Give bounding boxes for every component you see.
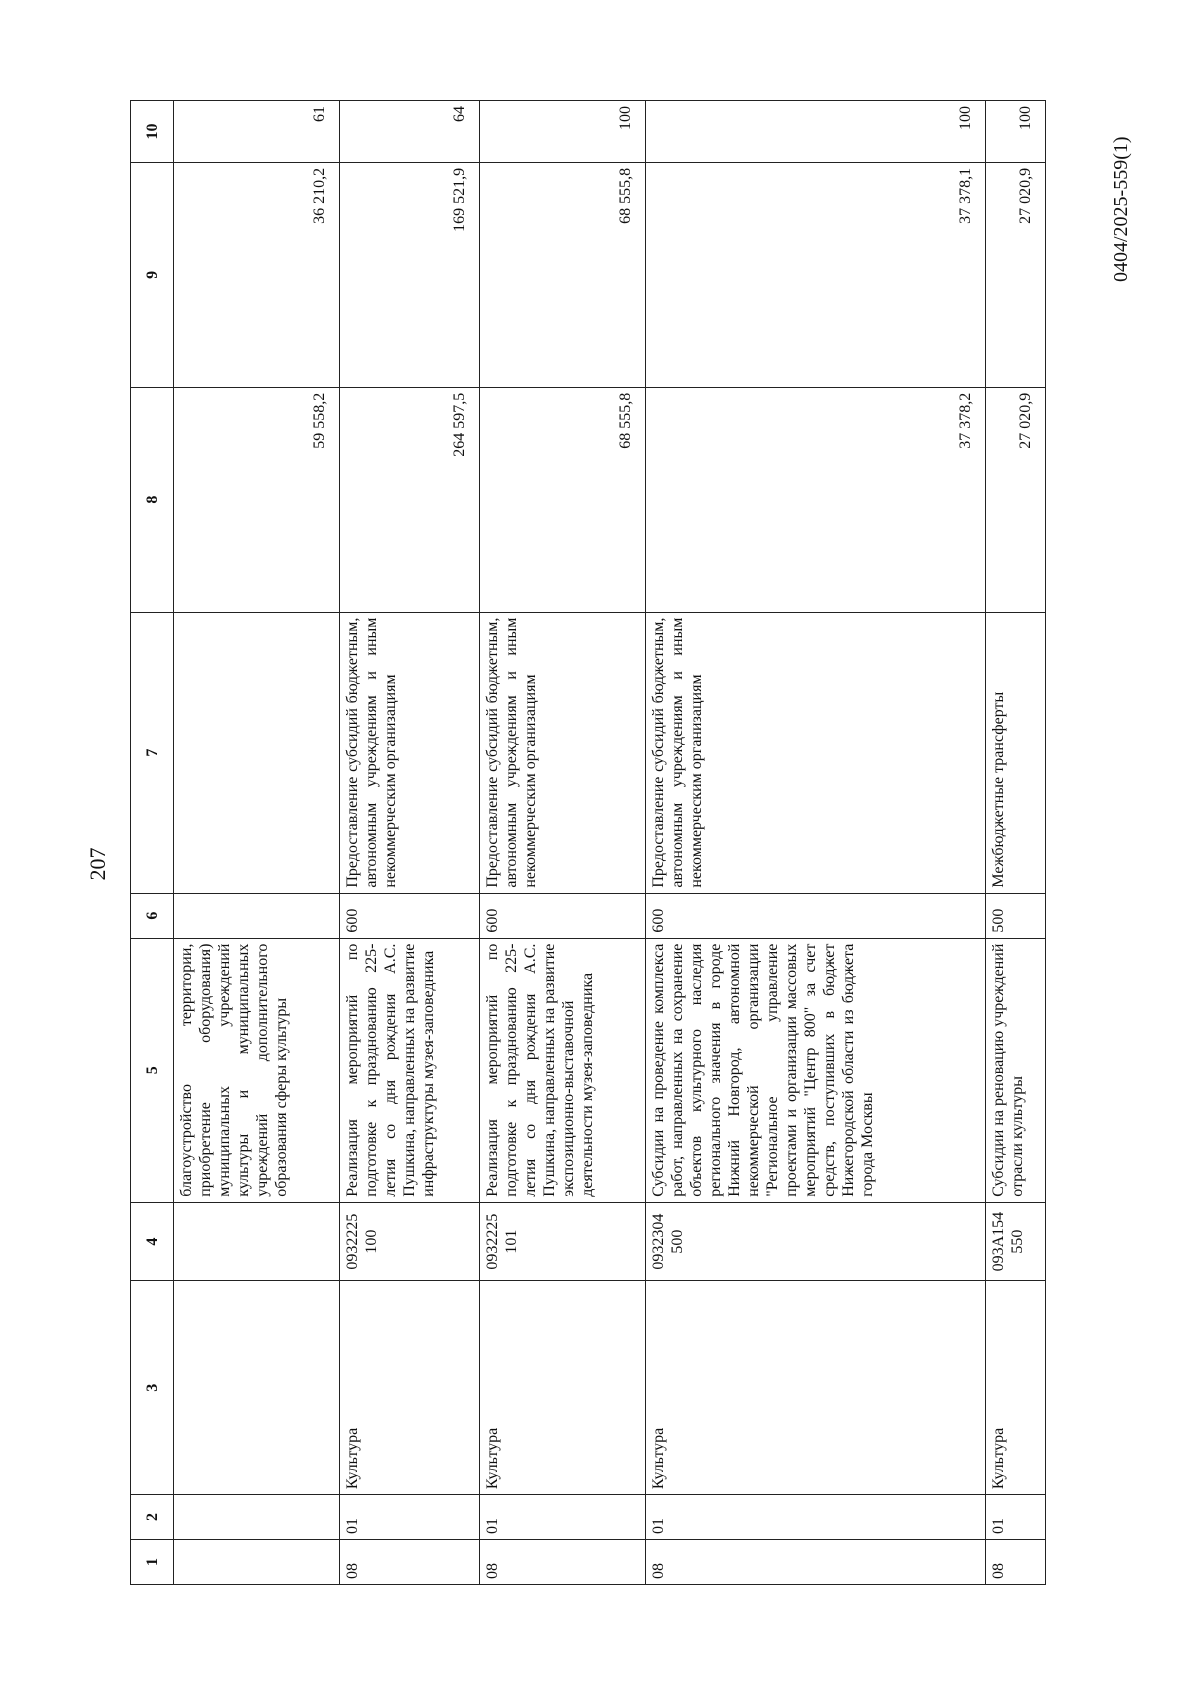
target-article-cell: 0932225 101: [480, 1202, 646, 1281]
section-name-cell: Культура: [986, 1281, 1046, 1495]
target-article-cell: 0932225 100: [340, 1202, 480, 1281]
header-cell: 9: [131, 162, 174, 387]
header-cell: 8: [131, 387, 174, 612]
plan-amount-cell: 59 558,2: [174, 387, 340, 612]
header-cell: 4: [131, 1202, 174, 1281]
rotated-table-container: [130, 100, 1070, 1585]
plan-amount-cell: 27 020,9: [986, 387, 1046, 612]
section-name-cell: Культура: [340, 1281, 480, 1495]
article-name-cell: Реализация мероприятий по подготовке к празднованию 225-летия со дня рождения А.С. Пушкина, направленных на развитие инфраструктуры музея-заповедника: [340, 938, 480, 1202]
table-row: [174, 101, 340, 1585]
percent-cell: 64: [340, 101, 480, 163]
header-cell: 1: [131, 1540, 174, 1585]
expense-name-cell: Предоставление субсидий бюджетным, автономным учреждениям и иным некоммерческим организациям: [646, 612, 986, 893]
expense-type-cell: [174, 893, 340, 938]
budget-table: [130, 100, 1046, 1585]
table-row: [340, 101, 480, 1585]
subsection-code-cell: 01: [480, 1495, 646, 1540]
header-cell: 3: [131, 1281, 174, 1495]
plan-amount-cell: 264 597,5: [340, 387, 480, 612]
expense-type-cell: 500: [986, 893, 1046, 938]
table-row: [480, 101, 646, 1585]
article-name-cell: Реализация мероприятий по подготовке к празднованию 225-летия со дня рождения А.С. Пушкина, направленных на развитие экспозиционно-выставочной деятельности музея-заповедника: [480, 938, 646, 1202]
expense-name-cell: Предоставление субсидий бюджетным, автономным учреждениям и иным некоммерческим организациям: [480, 612, 646, 893]
table-row: [986, 101, 1046, 1585]
subsection-code-cell: [174, 1495, 340, 1540]
header-cell: 10: [131, 101, 174, 163]
actual-amount-cell: 27 020,9: [986, 162, 1046, 387]
target-article-cell: 093А154 550: [986, 1202, 1046, 1281]
header-cell: 2: [131, 1495, 174, 1540]
percent-cell: 100: [646, 101, 986, 163]
article-name-cell: Субсидии на реновацию учреждений отрасли культуры: [986, 938, 1046, 1202]
actual-amount-cell: 36 210,2: [174, 162, 340, 387]
expense-type-cell: 600: [340, 893, 480, 938]
header-cell: 5: [131, 938, 174, 1202]
expense-type-cell: 600: [646, 893, 986, 938]
expense-name-cell: Межбюджетные трансферты: [986, 612, 1046, 893]
actual-amount-cell: 37 378,1: [646, 162, 986, 387]
section-code-cell: 08: [340, 1540, 480, 1585]
actual-amount-cell: 169 521,9: [340, 162, 480, 387]
section-name-cell: Культура: [646, 1281, 986, 1495]
subsection-code-cell: 01: [340, 1495, 480, 1540]
expense-type-cell: 600: [480, 893, 646, 938]
actual-amount-cell: 68 555,8: [480, 162, 646, 387]
section-code-cell: 08: [986, 1540, 1046, 1585]
document-code: 0404/2025-559(1): [1110, 136, 1132, 282]
section-code-cell: [174, 1540, 340, 1585]
section-code-cell: 08: [646, 1540, 986, 1585]
article-name-cell: Субсидии на проведение комплекса работ, направленных на сохранение объектов культурного наследия регионального значения в городе Нижний Новгород, автономной некоммерческой организации "Региональное управление проектами и организации массовых мероприятий "Центр 800" за счет средств, поступивших в бюджет Нижегородской области из бюджета города Москвы: [646, 938, 986, 1202]
expense-name-cell: [174, 612, 340, 893]
subsection-code-cell: 01: [986, 1495, 1046, 1540]
header-cell: 6: [131, 893, 174, 938]
header-cell: 7: [131, 612, 174, 893]
plan-amount-cell: 68 555,8: [480, 387, 646, 612]
header-row: [131, 101, 174, 1585]
expense-name-cell: Предоставление субсидий бюджетным, автономным учреждениям и иным некоммерческим организациям: [340, 612, 480, 893]
target-article-cell: 0932304 500: [646, 1202, 986, 1281]
section-name-cell: [174, 1281, 340, 1495]
percent-cell: 100: [480, 101, 646, 163]
page-number: 207: [85, 847, 110, 881]
target-article-cell: [174, 1202, 340, 1281]
article-name-cell: благоустройство территории, приобретение оборудования) муниципальных учреждений культуры и муниципальных учреждений дополнительного образования сферы культуры: [174, 938, 340, 1202]
subsection-code-cell: 01: [646, 1495, 986, 1540]
percent-cell: 61: [174, 101, 340, 163]
section-name-cell: Культура: [480, 1281, 646, 1495]
percent-cell: 100: [986, 101, 1046, 163]
table-row: [646, 101, 986, 1585]
section-code-cell: 08: [480, 1540, 646, 1585]
plan-amount-cell: 37 378,2: [646, 387, 986, 612]
